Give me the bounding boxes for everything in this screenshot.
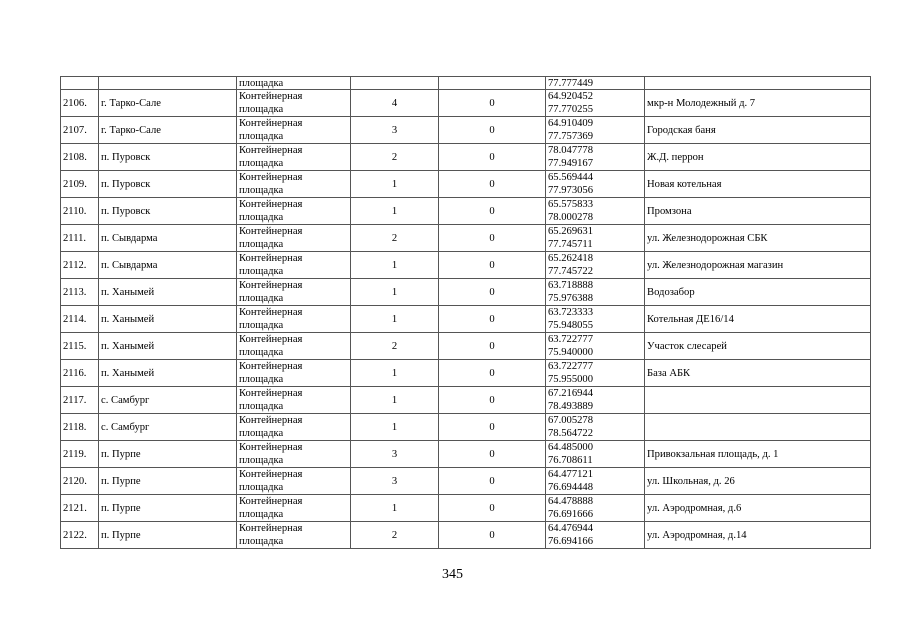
cell-count-line: 3: [391, 124, 398, 136]
cell-address-line: мкр-н Молодежный д. 7: [647, 97, 756, 109]
cell-volume: [439, 495, 546, 522]
cell-volume-line: 0: [489, 340, 495, 352]
cell-type: [237, 468, 351, 495]
cell-settlement: [99, 117, 237, 144]
cell-type-line: площадка: [239, 347, 284, 358]
cell-number: [61, 333, 99, 360]
cell-volume: [439, 306, 546, 333]
cell-count: [351, 117, 439, 144]
cell-settlement: [99, 225, 237, 252]
cell-coordinates: [546, 333, 645, 360]
cell-count-line: 2: [391, 151, 398, 163]
cell-settlement: [99, 279, 237, 306]
cell-type-line: площадка: [239, 212, 284, 223]
cell-settlement-line: п. Ханымей: [101, 286, 155, 298]
cell-coordinates-line: 76.708611: [548, 455, 593, 466]
cell-coordinates-line: 65.269631: [548, 226, 594, 237]
cell-number-line: 2106.: [63, 97, 87, 109]
cell-type-line: площадка: [239, 536, 284, 547]
cell-type: [237, 90, 351, 117]
cell-address-line: База АБК: [647, 367, 691, 379]
cell-number: [61, 387, 99, 414]
cell-count: [351, 144, 439, 171]
cell-type-line: площадка: [239, 185, 284, 196]
cell-count-line: 1: [391, 205, 398, 217]
cell-volume-line: 0: [489, 232, 495, 244]
cell-address: [645, 171, 871, 198]
cell-type-line: Контейнерная: [239, 523, 303, 534]
cell-volume: [439, 90, 546, 117]
cell-coordinates-line: 78.047778: [548, 145, 594, 156]
cell-type-line: площадка: [239, 509, 284, 520]
cell-type-line: Контейнерная: [239, 361, 303, 372]
cell-address-line: Городская баня: [647, 124, 716, 136]
cell-type-line: Контейнерная: [239, 334, 303, 345]
cell-type-line: Контейнерная: [239, 469, 303, 480]
cell-type: [237, 117, 351, 144]
cell-settlement-line: п. Ханымей: [101, 340, 155, 352]
cell-number: [61, 360, 99, 387]
cell-coordinates: [546, 117, 645, 144]
cell-type: [237, 333, 351, 360]
cell-number: [61, 252, 99, 279]
cell-type-line: площадка: [239, 401, 284, 412]
cell-coordinates: [546, 306, 645, 333]
cell-coordinates-line: 67.216944: [548, 388, 594, 399]
cell-coordinates: [546, 360, 645, 387]
cell-coordinates-line: 63.718888: [548, 280, 594, 291]
cell-count: [351, 468, 439, 495]
cell-coordinates-line: 77.949167: [548, 158, 594, 169]
cell-address: [645, 198, 871, 225]
cell-count: [351, 77, 439, 90]
cell-volume-line: 0: [489, 313, 495, 325]
cell-coordinates: [546, 279, 645, 306]
cell-settlement-line: г. Тарко-Сале: [101, 124, 161, 136]
cell-address: [645, 77, 871, 90]
cell-coordinates-line: 64.910409: [548, 118, 594, 129]
cell-coordinates-line: 64.476944: [548, 523, 594, 534]
table-row: [61, 387, 871, 414]
cell-count: [351, 522, 439, 549]
cell-settlement-line: п. Пурпе: [101, 502, 141, 514]
cell-type-line: Контейнерная: [239, 496, 303, 507]
cell-volume-line: 0: [489, 151, 495, 163]
cell-settlement: [99, 144, 237, 171]
cell-settlement: [99, 360, 237, 387]
cell-coordinates-line: 75.948055: [548, 320, 594, 331]
cell-type-line: площадка: [239, 239, 284, 250]
cell-type: [237, 144, 351, 171]
cell-volume-line: 0: [489, 394, 495, 406]
cell-volume: [439, 225, 546, 252]
cell-address: [645, 441, 871, 468]
cell-count: [351, 306, 439, 333]
cell-coordinates-line: 77.973056: [548, 185, 594, 196]
cell-coordinates-line: 65.575833: [548, 199, 594, 210]
cell-settlement: [99, 414, 237, 441]
cell-address: [645, 468, 871, 495]
table-row: [61, 144, 871, 171]
cell-type-line: Контейнерная: [239, 280, 303, 291]
cell-settlement-line: п. Ханымей: [101, 367, 155, 379]
cell-volume-line: 0: [489, 124, 495, 136]
cell-coordinates-line: 75.976388: [548, 293, 594, 304]
cell-type: [237, 387, 351, 414]
cell-type-line: Контейнерная: [239, 199, 303, 210]
cell-coordinates-line: 76.694448: [548, 482, 594, 493]
cell-coordinates: [546, 225, 645, 252]
cell-type: [237, 414, 351, 441]
cell-address-line: Привокзальная площадь, д. 1: [647, 448, 779, 460]
cell-coordinates: [546, 468, 645, 495]
cell-coordinates-line: 63.722777: [548, 361, 594, 372]
cell-address-line: Водозабор: [647, 286, 695, 298]
container-sites-table: [60, 76, 871, 549]
cell-volume: [439, 387, 546, 414]
cell-coordinates-line: 67.005278: [548, 415, 594, 426]
cell-address-line: ул. Железнодорожная СБК: [647, 232, 768, 244]
cell-number-line: 2117.: [63, 394, 87, 406]
cell-count: [351, 90, 439, 117]
cell-volume: [439, 198, 546, 225]
cell-number-line: 2109.: [63, 178, 87, 190]
cell-coordinates-line: 76.691666: [548, 509, 594, 520]
cell-coordinates-line: 75.955000: [548, 374, 594, 385]
cell-number-line: 2116.: [63, 367, 87, 379]
cell-volume-line: 0: [489, 205, 495, 217]
cell-number: [61, 171, 99, 198]
cell-volume-line: 0: [489, 259, 495, 271]
cell-address-line: Котельная ДЕ16/14: [647, 313, 734, 325]
cell-type: [237, 360, 351, 387]
table-row-continued: [61, 77, 871, 90]
cell-number-line: 2122.: [63, 529, 87, 541]
cell-settlement: [99, 252, 237, 279]
cell-settlement: [99, 441, 237, 468]
table-row: [61, 441, 871, 468]
cell-settlement: [99, 468, 237, 495]
cell-number-line: 2119.: [63, 448, 87, 460]
cell-number-line: 2121.: [63, 502, 87, 514]
table-row: [61, 333, 871, 360]
cell-coordinates-line: 77.770255: [548, 104, 594, 115]
cell-settlement-line: п. Сывдарма: [101, 232, 158, 244]
cell-count: [351, 333, 439, 360]
table-body: [61, 77, 871, 549]
table-row: [61, 495, 871, 522]
cell-volume-line: 0: [489, 475, 495, 487]
cell-type-line: Контейнерная: [239, 226, 303, 237]
table-row: [61, 414, 871, 441]
cell-settlement: [99, 77, 237, 90]
cell-number-line: 2115.: [63, 340, 87, 352]
cell-settlement: [99, 495, 237, 522]
cell-number-line: 2111.: [63, 232, 87, 244]
cell-coordinates: [546, 90, 645, 117]
cell-coordinates-line: 64.477121: [548, 469, 594, 480]
table-row: [61, 522, 871, 549]
cell-volume: [439, 360, 546, 387]
cell-number-line: 2120.: [63, 475, 87, 487]
cell-count: [351, 279, 439, 306]
cell-number: [61, 225, 99, 252]
cell-settlement: [99, 306, 237, 333]
cell-count: [351, 414, 439, 441]
cell-type-line: Контейнерная: [239, 91, 303, 102]
cell-settlement-line: п. Пуровск: [101, 205, 151, 217]
cell-number: [61, 117, 99, 144]
cell-number-line: 2108.: [63, 151, 87, 163]
cell-settlement: [99, 387, 237, 414]
cell-type-line: площадка: [239, 104, 284, 115]
cell-type-line: Контейнерная: [239, 145, 303, 156]
table-row: [61, 117, 871, 144]
cell-coordinates-line: 78.564722: [548, 428, 594, 439]
cell-settlement-line: п. Пуровск: [101, 151, 151, 163]
cell-address: [645, 333, 871, 360]
cell-coordinates: [546, 198, 645, 225]
cell-count-line: 2: [391, 529, 398, 541]
table-row: [61, 306, 871, 333]
cell-settlement-line: п. Пурпе: [101, 448, 141, 460]
cell-count-line: 3: [391, 448, 398, 460]
cell-coordinates-line: 63.722777: [548, 334, 594, 345]
cell-address: [645, 225, 871, 252]
cell-address: [645, 90, 871, 117]
cell-type-line: Контейнерная: [239, 172, 303, 183]
cell-address: [645, 306, 871, 333]
cell-address: [645, 387, 871, 414]
cell-settlement: [99, 522, 237, 549]
cell-count: [351, 225, 439, 252]
cell-number: [61, 90, 99, 117]
cell-type-line: площадка: [239, 293, 284, 304]
cell-count-line: 2: [391, 232, 398, 244]
cell-address: [645, 414, 871, 441]
cell-volume: [439, 117, 546, 144]
cell-volume: [439, 333, 546, 360]
cell-number: [61, 306, 99, 333]
cell-type-line: площадка: [239, 131, 284, 142]
table-row: [61, 360, 871, 387]
cell-volume: [439, 468, 546, 495]
table-row: [61, 225, 871, 252]
cell-settlement-line: с. Самбург: [101, 421, 150, 433]
cell-address: [645, 279, 871, 306]
cell-number: [61, 77, 99, 90]
cell-type: [237, 306, 351, 333]
cell-number-line: 2112.: [63, 259, 87, 271]
cell-settlement-line: п. Сывдарма: [101, 259, 158, 271]
cell-address: [645, 144, 871, 171]
cell-type: [237, 252, 351, 279]
cell-volume: [439, 414, 546, 441]
cell-type: [237, 495, 351, 522]
cell-address: [645, 495, 871, 522]
cell-type: площадка: [237, 77, 351, 90]
cell-coordinates-line: 75.940000: [548, 347, 594, 358]
cell-count: [351, 171, 439, 198]
cell-count-line: 1: [391, 394, 398, 406]
cell-count: [351, 360, 439, 387]
cell-coordinates: 77.777449: [546, 77, 645, 90]
table-row: [61, 90, 871, 117]
cell-type: [237, 171, 351, 198]
cell-type: [237, 225, 351, 252]
cell-volume-line: 0: [489, 178, 495, 190]
cell-coordinates-line: 65.569444: [548, 172, 594, 183]
cell-volume: [439, 144, 546, 171]
cell-coordinates: [546, 171, 645, 198]
cell-address: [645, 522, 871, 549]
cell-coordinates: [546, 414, 645, 441]
cell-volume-line: 0: [489, 97, 495, 109]
cell-number: [61, 198, 99, 225]
cell-count: [351, 198, 439, 225]
table-row: [61, 171, 871, 198]
cell-settlement-line: п. Пурпе: [101, 529, 141, 541]
cell-settlement-line: с. Самбург: [101, 394, 150, 406]
cell-volume: [439, 171, 546, 198]
cell-settlement: [99, 333, 237, 360]
cell-count-line: 1: [391, 313, 398, 325]
cell-count-line: 1: [391, 502, 398, 514]
cell-address-line: Ж.Д. перрон: [647, 151, 704, 163]
cell-coordinates-line: 65.262418: [548, 253, 594, 264]
cell-address-line: ул. Железнодорожная магазин: [647, 259, 784, 271]
cell-volume: [439, 252, 546, 279]
cell-coordinates-line: 76.694166: [548, 536, 594, 547]
cell-volume-line: 0: [489, 421, 495, 433]
cell-count-line: 1: [391, 259, 398, 271]
cell-coordinates-line: 78.000278: [548, 212, 594, 223]
cell-type-line: площадка: [239, 374, 284, 385]
cell-count-line: 4: [391, 97, 398, 109]
cell-count-line: 2: [391, 340, 398, 352]
cell-settlement-line: п. Пурпе: [101, 475, 141, 487]
cell-type-line: Контейнерная: [239, 415, 303, 426]
table-row: [61, 198, 871, 225]
cell-settlement: [99, 171, 237, 198]
cell-coordinates: [546, 144, 645, 171]
cell-coordinates-line: 63.723333: [548, 307, 594, 318]
cell-coordinates-line: 64.920452: [548, 91, 594, 102]
cell-count: [351, 387, 439, 414]
cell-type: [237, 441, 351, 468]
cell-volume-line: 0: [489, 448, 495, 460]
cell-count-line: 1: [391, 367, 398, 379]
cell-coordinates-line: 77.757369: [548, 131, 594, 142]
cell-coordinates: [546, 495, 645, 522]
cell-volume: [439, 441, 546, 468]
cell-coordinates-line: 77.745722: [548, 266, 594, 277]
cell-number: [61, 495, 99, 522]
cell-number: [61, 279, 99, 306]
cell-settlement-line: п. Ханымей: [101, 313, 155, 325]
cell-number-line: 2114.: [63, 313, 87, 325]
cell-count: [351, 441, 439, 468]
cell-count: [351, 495, 439, 522]
cell-coordinates-line: 78.493889: [548, 401, 594, 412]
cell-type-line: площадка: [239, 266, 284, 277]
cell-settlement: [99, 90, 237, 117]
cell-address-line: ул. Школьная, д. 26: [647, 475, 735, 487]
cell-count-line: 1: [391, 286, 398, 298]
cell-settlement-line: г. Тарко-Сале: [101, 97, 161, 109]
cell-type-line: Контейнерная: [239, 442, 303, 453]
cell-address: [645, 117, 871, 144]
table-row: [61, 279, 871, 306]
cell-address: [645, 360, 871, 387]
cell-type-line: площадка: [239, 158, 284, 169]
cell-coordinates-line: 64.478888: [548, 496, 594, 507]
table-row: [61, 468, 871, 495]
cell-address-line: ул. Аэродромная, д.14: [647, 529, 747, 541]
cell-number-line: 2113.: [63, 286, 87, 298]
cell-number: [61, 522, 99, 549]
cell-address: [645, 252, 871, 279]
page-number: 345: [442, 567, 463, 582]
cell-address-line: Участок слесарей: [647, 340, 727, 352]
cell-type-line: площадка: [239, 482, 284, 493]
cell-volume-line: 0: [489, 367, 495, 379]
cell-settlement-line: п. Пуровск: [101, 178, 151, 190]
cell-number: [61, 414, 99, 441]
cell-address-line: Новая котельная: [647, 178, 722, 190]
cell-settlement: [99, 198, 237, 225]
cell-count-line: 1: [391, 421, 398, 433]
cell-type-line: Контейнерная: [239, 307, 303, 318]
cell-type-line: Контейнерная: [239, 118, 303, 129]
cell-type: [237, 279, 351, 306]
cell-type-line: Контейнерная: [239, 388, 303, 399]
cell-type: [237, 522, 351, 549]
cell-volume: [439, 522, 546, 549]
cell-coordinates: [546, 441, 645, 468]
cell-number-line: 2110.: [63, 205, 87, 217]
cell-coordinates: [546, 252, 645, 279]
cell-count-line: 1: [391, 178, 398, 190]
cell-type-line: Контейнерная: [239, 253, 303, 264]
cell-volume-line: 0: [489, 529, 495, 541]
cell-count: [351, 252, 439, 279]
cell-volume: [439, 279, 546, 306]
cell-coordinates-line: 77.745711: [548, 239, 593, 250]
cell-address-line: ул. Аэродромная, д.6: [647, 502, 742, 514]
cell-volume-line: 0: [489, 286, 495, 298]
cell-volume-line: 0: [489, 502, 495, 514]
cell-number: [61, 468, 99, 495]
cell-number: [61, 441, 99, 468]
cell-type-line: площадка: [239, 320, 284, 331]
cell-type: [237, 198, 351, 225]
table-row: [61, 252, 871, 279]
cell-type-line: площадка: [239, 428, 284, 439]
cell-coordinates-line: 64.485000: [548, 442, 594, 453]
cell-coordinates: [546, 522, 645, 549]
cell-count-line: 3: [391, 475, 398, 487]
cell-number-line: 2107.: [63, 124, 87, 136]
cell-number-line: 2118.: [63, 421, 87, 433]
cell-type-line: площадка: [239, 455, 284, 466]
cell-coordinates: [546, 387, 645, 414]
cell-number: [61, 144, 99, 171]
cell-address-line: Промзона: [647, 205, 692, 217]
cell-volume: [439, 77, 546, 90]
